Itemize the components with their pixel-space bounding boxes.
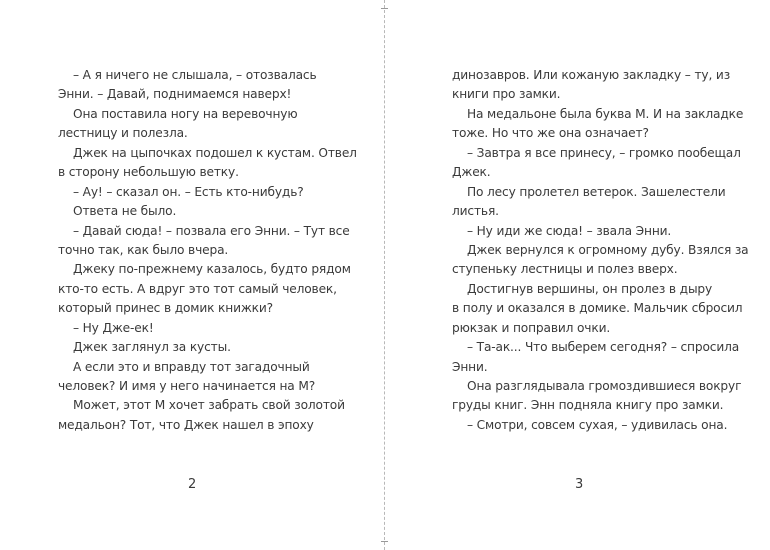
text-line: На медальоне была буква М. И на закладке: [467, 106, 744, 121]
text-line: который принес в домик книжки?: [58, 301, 273, 316]
left-page-number: 2: [188, 477, 197, 492]
text-line: – Та-ак... Что выберем сегодня? – спросила: [467, 340, 740, 355]
right-page-text: [452, 66, 770, 435]
text-line: Джеку по-прежнему казалось, будто рядом: [73, 262, 351, 277]
text-line: Джек заглянул за кусты.: [73, 340, 231, 355]
text-line: Энни. – Давай, поднимаемся наверх!: [58, 87, 292, 102]
right-page-number: 3: [575, 477, 584, 492]
text-line: медальон? Тот, что Джек нашел в эпоху: [58, 417, 314, 432]
text-line: точно так, как было вчера.: [58, 242, 229, 257]
text-line: книги про замки.: [452, 87, 561, 102]
text-line: – Смотри, совсем сухая, – удивилась она.: [467, 417, 728, 432]
text-line: Она разглядывала громоздившиеся вокруг: [467, 379, 742, 393]
text-line: листья.: [452, 204, 499, 219]
text-line: динозавров. Или кожаную закладку – ту, из: [452, 68, 731, 82]
text-line: тоже. Но что же она означает?: [452, 126, 649, 141]
text-line: Достигнув вершины, он пролез в дыру: [467, 281, 713, 296]
text-line: Ответа не было.: [73, 204, 177, 219]
text-line: рюкзак и поправил очки.: [452, 320, 611, 335]
text-line: Джек.: [452, 165, 491, 180]
text-line: – Ну Дже-ек!: [73, 320, 154, 335]
crop-mark-bottom: [381, 541, 388, 542]
text-line: Может, этот М хочет забрать свой золотой: [73, 398, 345, 413]
text-line: Она поставила ногу на веревочную: [73, 106, 298, 121]
text-line: – Ау! – сказал он. – Есть кто-нибудь?: [73, 184, 304, 199]
left-page-text: [58, 66, 388, 435]
text-line: – Ну иди же сюда! – звала Энни.: [467, 223, 672, 238]
text-line: лестницу и полезла.: [58, 126, 188, 141]
text-line: человек? И имя у него начинается на М?: [58, 379, 316, 393]
text-line: в сторону небольшую ветку.: [58, 165, 239, 180]
text-line: груды книг. Энн подняла книгу про замки.: [452, 398, 724, 413]
text-line: – Завтра я все принесу, – громко пообещал: [467, 145, 741, 160]
text-line: – Давай сюда! – позвала его Энни. – Тут все: [73, 223, 350, 238]
text-line: Энни.: [452, 359, 488, 374]
text-line: ступеньку лестницы и полез вверх.: [452, 262, 678, 277]
crop-mark-top: [381, 8, 388, 9]
text-line: кто-то есть. А вдруг это тот самый человек,: [58, 281, 337, 296]
text-line: Джек на цыпочках подошел к кустам. Отвел: [73, 145, 357, 160]
text-line: А если это и вправду тот загадочный: [73, 359, 310, 374]
text-line: – А я ничего не слышала, – отозвалась: [73, 68, 317, 82]
text-line: в полу и оказался в домике. Мальчик сбросил: [452, 301, 743, 316]
text-line: По лесу пролетел ветерок. Зашелестели: [467, 184, 726, 199]
text-line: Джек вернулся к огромному дубу. Взялся за: [467, 242, 749, 257]
